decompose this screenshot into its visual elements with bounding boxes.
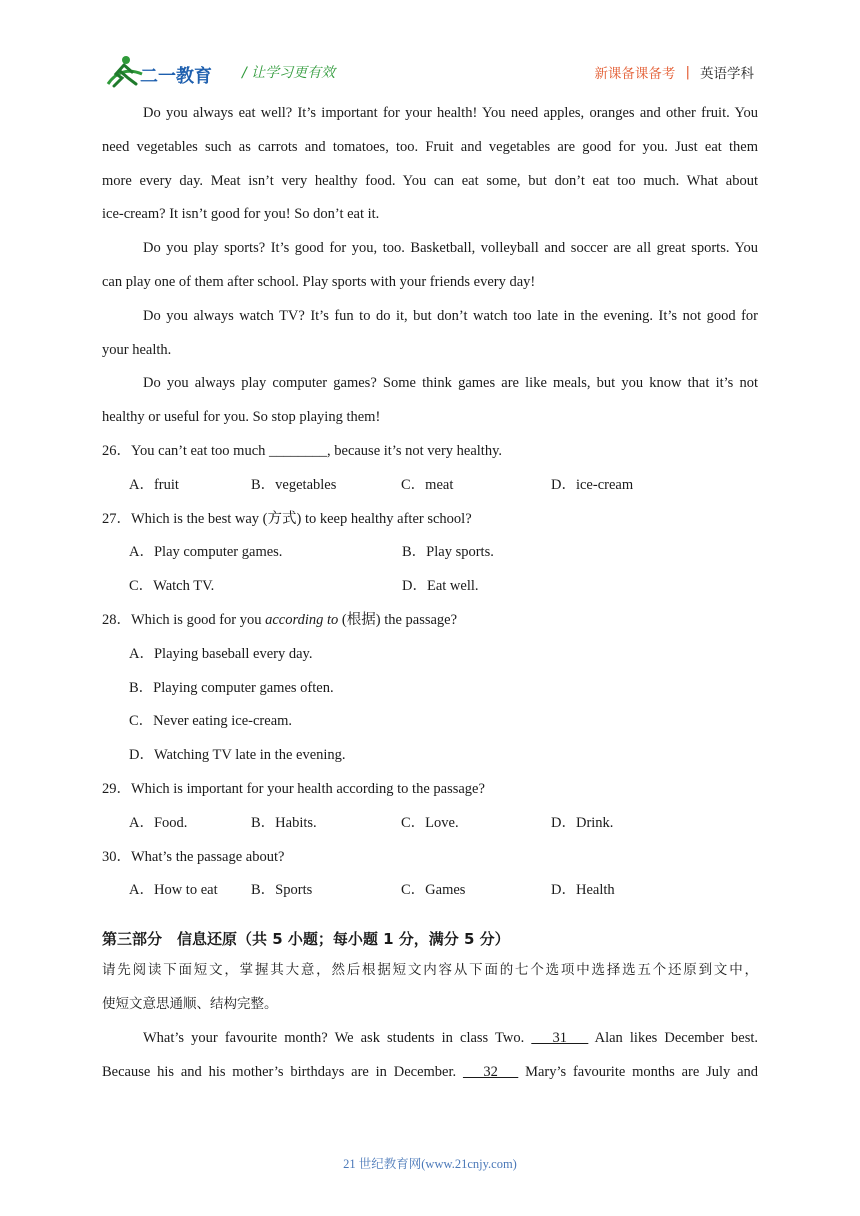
logo-text: 二一教育: [140, 66, 212, 87]
passage-line: your health.: [102, 341, 172, 358]
passage-line: can play one of them after school. Play sports with your friends every day!: [102, 273, 536, 290]
option-a: A．Playing baseball every day.: [129, 645, 313, 662]
header-right: [594, 62, 754, 82]
question-30-stem: 30．What’s the passage about?: [102, 848, 285, 865]
runner-logo-icon: [102, 54, 236, 90]
option-c: C．Love.: [401, 814, 459, 831]
question-28-options: [102, 739, 758, 773]
option-c: C．Never eating ice-cream.: [129, 713, 293, 730]
passage-line: ice-cream? It isn’t good for you! So don’t eat it.: [102, 206, 380, 223]
question-28-options: [102, 705, 758, 739]
header-separator: |: [685, 64, 690, 80]
passage-line: Do you play sports? It’s good for you, too. Basketball, volleyball and soccer are all great sports. You: [143, 240, 758, 257]
option-b: B．Habits.: [251, 814, 317, 831]
passage-line: healthy or useful for you. So stop playing them!: [102, 409, 381, 426]
question-28-stem-pre: 28．Which is good for you: [102, 611, 266, 628]
question-28-stem: [102, 604, 758, 638]
section-3-passage-line: [102, 1056, 758, 1090]
section-3-text: Mary’s favourite months are July and: [518, 1063, 758, 1080]
passage-line: Do you always play computer games? Some think games are like meals, but you know that it’s not: [143, 375, 758, 392]
question-28-stem-emphasis: according to: [265, 611, 339, 628]
page-header: [0, 0, 860, 96]
header-subtitle: 新课备课备考: [594, 66, 676, 82]
page-footer: 21 世纪教育网(www.21cnjy.com): [343, 1157, 517, 1171]
section-3-instruction: 请先阅读下面短文，掌握其大意，然后根据短文内容从下面的七个选项中选择选五个还原到文中，: [102, 962, 758, 979]
option-a: A．Food.: [129, 814, 188, 831]
option-d: D．Watching TV late in the evening.: [129, 747, 346, 764]
question-28-options: [102, 638, 758, 672]
option-a: A．How to eat: [129, 882, 218, 899]
option-d: D．ice-cream: [551, 476, 634, 493]
section-3-instruction: 使短文意思通顺、结构完整。: [102, 995, 278, 1012]
question-28-stem-post: (根据) the passage?: [338, 611, 458, 628]
blank-31: 31: [531, 1029, 589, 1046]
option-b: B．vegetables: [251, 476, 337, 493]
blank-32: 32: [462, 1063, 519, 1080]
option-d: D．Eat well.: [402, 578, 479, 595]
option-b: B．Playing computer games often.: [129, 679, 334, 696]
option-c: C．Watch TV.: [129, 578, 215, 595]
passage-line: Do you always eat well? It’s important for your health! You need apples, oranges and other fruit. You: [143, 105, 758, 121]
question-27-options-row2: [102, 570, 758, 604]
option-c: C．meat: [401, 476, 454, 493]
option-d: D．Health: [551, 882, 615, 899]
question-27-options-row1: [102, 536, 758, 570]
section-3-text: Because his and his mother’s birthdays are in December.: [102, 1063, 463, 1080]
section-3-text: What’s your favourite month? We ask students in class Two.: [143, 1029, 532, 1046]
question-26-stem: 26．You can’t eat too much ________, because it’s not very healthy.: [102, 442, 503, 459]
section-3-text: Alan likes December best.: [588, 1029, 758, 1046]
passage-line: need vegetables such as carrots and tomatoes, too. Fruit and vegetables are good for you. Just eat them: [102, 138, 758, 155]
question-29-options: [102, 807, 758, 841]
option-a: A．Play computer games.: [129, 544, 283, 561]
question-29-stem: 29．Which is important for your health according to the passage?: [102, 780, 485, 797]
question-28-options: [102, 672, 758, 706]
document-body: [102, 97, 758, 1089]
option-c: C．Games: [401, 882, 466, 899]
option-b: B．Sports: [251, 882, 313, 899]
header-subject: 英语学科: [700, 66, 754, 82]
section-3-title: 第三部分 信息还原（共 5 小题；每小题 1 分，满分 5 分）: [102, 930, 510, 949]
question-30-options: [102, 874, 758, 908]
passage-line: Do you always watch TV? It’s fun to do it, but don’t watch too late in the evening. It’s not good for: [143, 307, 758, 324]
option-a: A．fruit: [129, 476, 179, 493]
passage-line: more every day. Meat isn’t very healthy food. You can eat some, but don’t eat too much. What about: [102, 172, 758, 189]
section-3-passage-line: [102, 1022, 758, 1056]
option-d: D．Drink.: [551, 814, 614, 831]
question-26-options: [102, 469, 758, 503]
option-b: B．Play sports.: [402, 544, 494, 561]
question-27-stem: 27．Which is the best way (方式) to keep healthy after school?: [102, 510, 472, 527]
header-slogan: / 让学习更有效: [242, 65, 336, 81]
